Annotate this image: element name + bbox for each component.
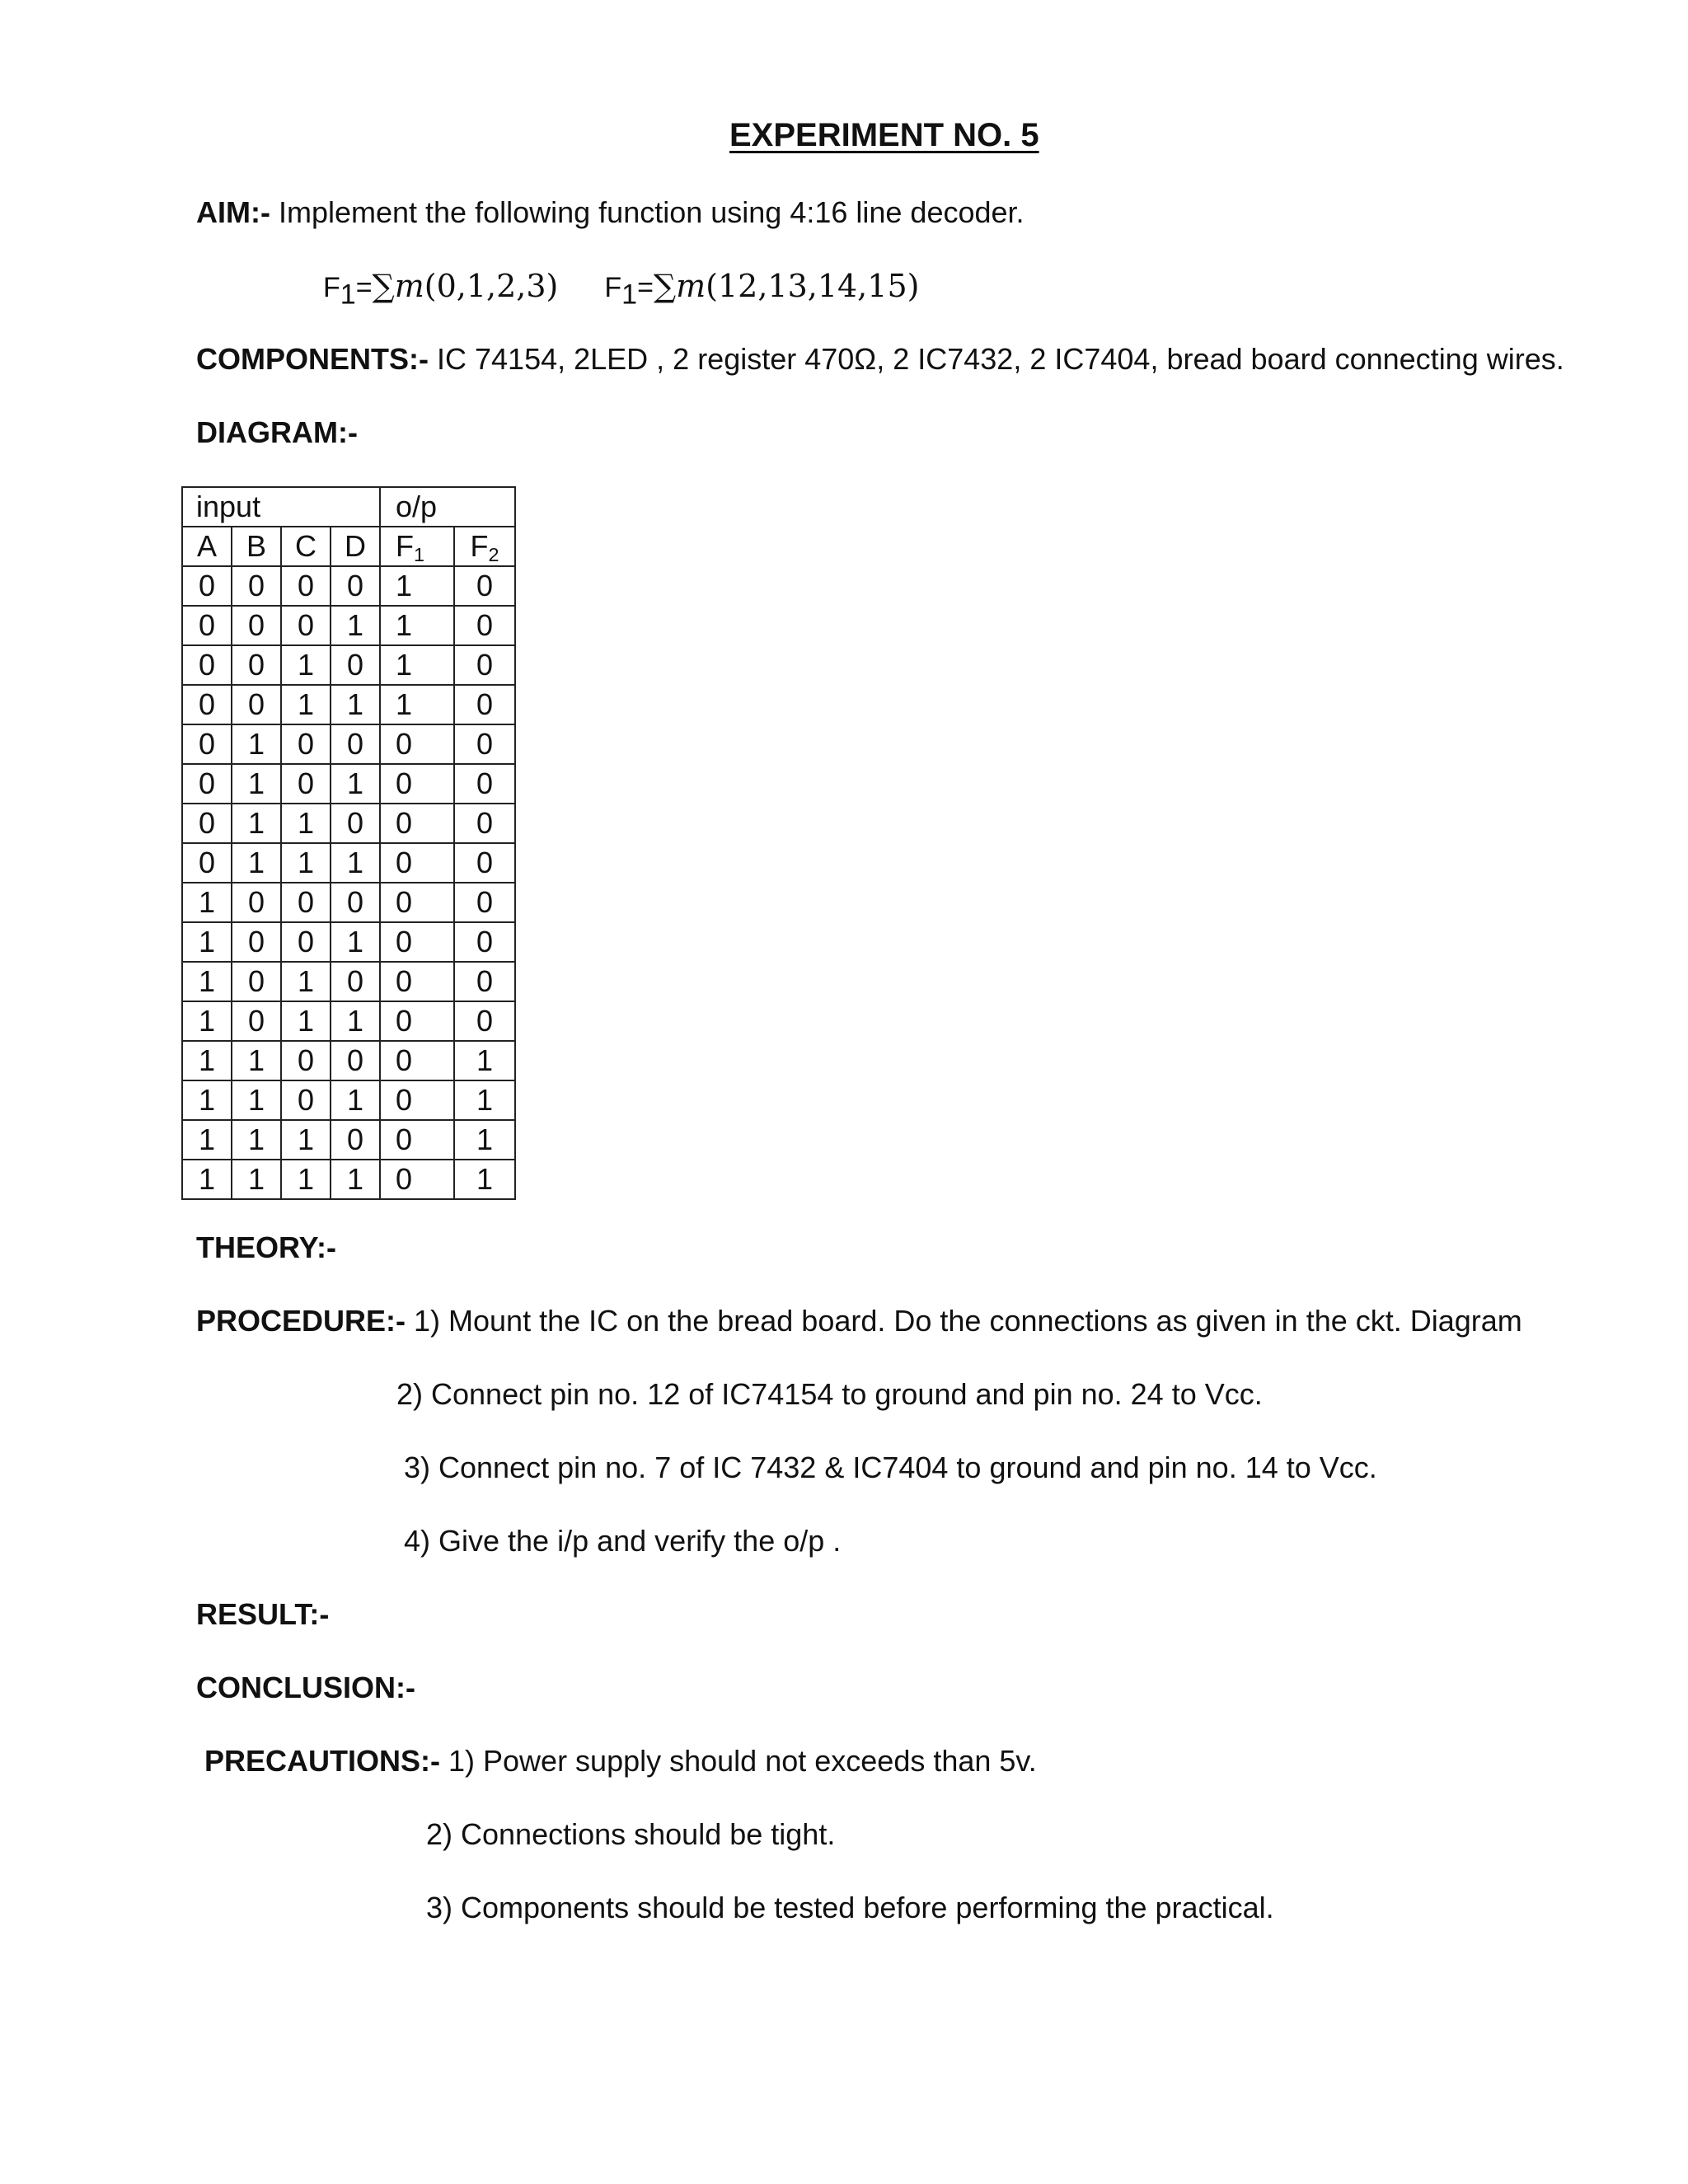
procedure-step-4: 4) Give the i/p and verify the o/p . bbox=[404, 1524, 842, 1558]
cell-b: 0 bbox=[232, 645, 281, 685]
cell-b: 0 bbox=[232, 922, 281, 962]
function-equations bbox=[323, 268, 920, 311]
cell-f2: 0 bbox=[454, 606, 515, 645]
cell-f1: 0 bbox=[380, 962, 454, 1001]
precaution-item-2: 2) Connections should be tight. bbox=[426, 1817, 836, 1851]
cell-a: 1 bbox=[182, 1001, 232, 1041]
cell-d: 0 bbox=[331, 1120, 380, 1160]
cell-c: 0 bbox=[281, 883, 331, 922]
table-row bbox=[182, 883, 515, 922]
header-b: B bbox=[232, 527, 281, 566]
cell-c: 1 bbox=[281, 645, 331, 685]
cell-a: 1 bbox=[182, 962, 232, 1001]
procedure-step-1: PROCEDURE:- 1) Mount the IC on the bread board. Do the connections as given in the ckt. Diagram bbox=[196, 1304, 1522, 1338]
cell-f1: 0 bbox=[380, 724, 454, 764]
aim-label: AIM:- bbox=[196, 195, 270, 229]
output-group-header: o/p bbox=[380, 487, 515, 527]
cell-a: 1 bbox=[182, 883, 232, 922]
table-row bbox=[182, 566, 515, 606]
cell-a: 0 bbox=[182, 843, 232, 883]
cell-f2: 1 bbox=[454, 1041, 515, 1080]
cell-f1: 1 bbox=[380, 606, 454, 645]
cell-f1: 1 bbox=[380, 566, 454, 606]
table-row bbox=[182, 606, 515, 645]
cell-d: 0 bbox=[331, 804, 380, 843]
cell-a: 0 bbox=[182, 606, 232, 645]
cell-b: 1 bbox=[232, 764, 281, 804]
cell-c: 0 bbox=[281, 566, 331, 606]
cell-f1: 0 bbox=[380, 883, 454, 922]
cell-a: 0 bbox=[182, 566, 232, 606]
cell-a: 0 bbox=[182, 685, 232, 724]
table-row bbox=[182, 724, 515, 764]
components-label: COMPONENTS:- bbox=[196, 342, 429, 376]
theory-label: THEORY:- bbox=[196, 1230, 336, 1264]
procedure-step-3: 3) Connect pin no. 7 of IC 7432 & IC7404 to ground and pin no. 14 to Vcc. bbox=[404, 1451, 1377, 1484]
cell-b: 1 bbox=[232, 843, 281, 883]
cell-f2: 0 bbox=[454, 685, 515, 724]
precaution-item-3: 3) Components should be tested before performing the practical. bbox=[426, 1891, 1274, 1924]
cell-a: 1 bbox=[182, 922, 232, 962]
table-header-row bbox=[182, 527, 515, 566]
components-line bbox=[196, 341, 1564, 377]
cell-f2: 0 bbox=[454, 843, 515, 883]
cell-c: 1 bbox=[281, 843, 331, 883]
table-row bbox=[182, 962, 515, 1001]
cell-c: 0 bbox=[281, 606, 331, 645]
cell-b: 0 bbox=[232, 566, 281, 606]
table-row bbox=[182, 843, 515, 883]
cell-f1: 0 bbox=[380, 1001, 454, 1041]
cell-f2: 0 bbox=[454, 804, 515, 843]
cell-f2: 0 bbox=[454, 566, 515, 606]
cell-f1: 0 bbox=[380, 1080, 454, 1120]
aim-text: Implement the following function using 4:16 line decoder. bbox=[270, 195, 1025, 229]
cell-b: 0 bbox=[232, 962, 281, 1001]
precautions-label: PRECAUTIONS:- bbox=[204, 1744, 440, 1778]
cell-a: 1 bbox=[182, 1080, 232, 1120]
cell-f1: 1 bbox=[380, 685, 454, 724]
cell-c: 1 bbox=[281, 1120, 331, 1160]
function-f2: $F_1=\sum m(12,13,14,15)$ bbox=[604, 268, 920, 311]
cell-f1: 0 bbox=[380, 1041, 454, 1080]
cell-b: 0 bbox=[232, 1001, 281, 1041]
cell-b: 1 bbox=[232, 1080, 281, 1120]
cell-b: 0 bbox=[232, 685, 281, 724]
table-group-header-row bbox=[182, 487, 515, 527]
cell-a: 1 bbox=[182, 1041, 232, 1080]
cell-f2: 0 bbox=[454, 962, 515, 1001]
cell-f2: 0 bbox=[454, 883, 515, 922]
cell-d: 0 bbox=[331, 962, 380, 1001]
cell-f2: 0 bbox=[454, 922, 515, 962]
cell-c: 0 bbox=[281, 1041, 331, 1080]
cell-d: 1 bbox=[331, 1001, 380, 1041]
cell-d: 1 bbox=[331, 606, 380, 645]
cell-c: 0 bbox=[281, 724, 331, 764]
table-row bbox=[182, 685, 515, 724]
cell-a: 0 bbox=[182, 724, 232, 764]
page-title: EXPERIMENT NO. 5 bbox=[729, 117, 1039, 153]
cell-c: 0 bbox=[281, 1080, 331, 1120]
table-row bbox=[182, 804, 515, 843]
cell-f2: 0 bbox=[454, 764, 515, 804]
cell-b: 1 bbox=[232, 1120, 281, 1160]
table-row bbox=[182, 764, 515, 804]
procedure-step-2: 2) Connect pin no. 12 of IC74154 to ground and pin no. 24 to Vcc. bbox=[396, 1377, 1263, 1411]
cell-d: 0 bbox=[331, 1041, 380, 1080]
cell-b: 1 bbox=[232, 724, 281, 764]
header-c: C bbox=[281, 527, 331, 566]
cell-b: 0 bbox=[232, 883, 281, 922]
cell-f2: 0 bbox=[454, 645, 515, 685]
cell-f1: 0 bbox=[380, 804, 454, 843]
header-d: D bbox=[331, 527, 380, 566]
cell-d: 1 bbox=[331, 922, 380, 962]
cell-f1: 0 bbox=[380, 1160, 454, 1199]
cell-c: 0 bbox=[281, 922, 331, 962]
cell-a: 0 bbox=[182, 645, 232, 685]
precaution-item-1: PRECAUTIONS:- 1) Power supply should not exceeds than 5v. bbox=[204, 1744, 1037, 1778]
table-row bbox=[182, 922, 515, 962]
cell-a: 1 bbox=[182, 1120, 232, 1160]
cell-d: 0 bbox=[331, 883, 380, 922]
cell-f1: 0 bbox=[380, 922, 454, 962]
cell-f1: 0 bbox=[380, 843, 454, 883]
cell-c: 1 bbox=[281, 1160, 331, 1199]
procedure-label: PROCEDURE:- bbox=[196, 1304, 406, 1338]
cell-d: 0 bbox=[331, 645, 380, 685]
cell-d: 1 bbox=[331, 1080, 380, 1120]
cell-f2: 0 bbox=[454, 1001, 515, 1041]
result-label: RESULT:- bbox=[196, 1597, 330, 1631]
cell-a: 0 bbox=[182, 804, 232, 843]
cell-c: 0 bbox=[281, 764, 331, 804]
cell-f2: 1 bbox=[454, 1120, 515, 1160]
table-row bbox=[182, 1160, 515, 1199]
cell-f2: 1 bbox=[454, 1160, 515, 1199]
cell-d: 0 bbox=[331, 566, 380, 606]
header-f1: $F_1$ bbox=[380, 527, 454, 566]
cell-c: 1 bbox=[281, 804, 331, 843]
input-group-header: input bbox=[182, 487, 380, 527]
header-f2: $F_2$ bbox=[454, 527, 515, 566]
cell-c: 1 bbox=[281, 685, 331, 724]
cell-d: 1 bbox=[331, 764, 380, 804]
cell-d: 0 bbox=[331, 724, 380, 764]
cell-f1: 0 bbox=[380, 1120, 454, 1160]
cell-f1: 1 bbox=[380, 645, 454, 685]
header-a: A bbox=[182, 527, 232, 566]
cell-d: 1 bbox=[331, 1160, 380, 1199]
diagram-label: DIAGRAM:- bbox=[196, 415, 358, 449]
cell-b: 1 bbox=[232, 1160, 281, 1199]
conclusion-label: CONCLUSION:- bbox=[196, 1671, 415, 1704]
cell-b: 0 bbox=[232, 606, 281, 645]
function-f1: $F_1=\sum m(0,1,2,3)$ bbox=[323, 268, 559, 311]
cell-f2: 0 bbox=[454, 724, 515, 764]
cell-b: 1 bbox=[232, 804, 281, 843]
table-row bbox=[182, 645, 515, 685]
cell-c: 1 bbox=[281, 962, 331, 1001]
table-row bbox=[182, 1080, 515, 1120]
cell-b: 1 bbox=[232, 1041, 281, 1080]
cell-a: 1 bbox=[182, 1160, 232, 1199]
aim-line bbox=[196, 194, 1025, 231]
table-row bbox=[182, 1120, 515, 1160]
cell-f2: 1 bbox=[454, 1080, 515, 1120]
table-row bbox=[182, 1041, 515, 1080]
cell-d: 1 bbox=[331, 685, 380, 724]
truth-table bbox=[181, 486, 516, 1200]
cell-f1: 0 bbox=[380, 764, 454, 804]
components-text: IC 74154, 2LED , 2 register 470Ω, 2 IC7432, 2 IC7404, bread board connecting wires. bbox=[429, 342, 1564, 376]
cell-d: 1 bbox=[331, 843, 380, 883]
cell-a: 0 bbox=[182, 764, 232, 804]
cell-c: 1 bbox=[281, 1001, 331, 1041]
table-row bbox=[182, 1001, 515, 1041]
